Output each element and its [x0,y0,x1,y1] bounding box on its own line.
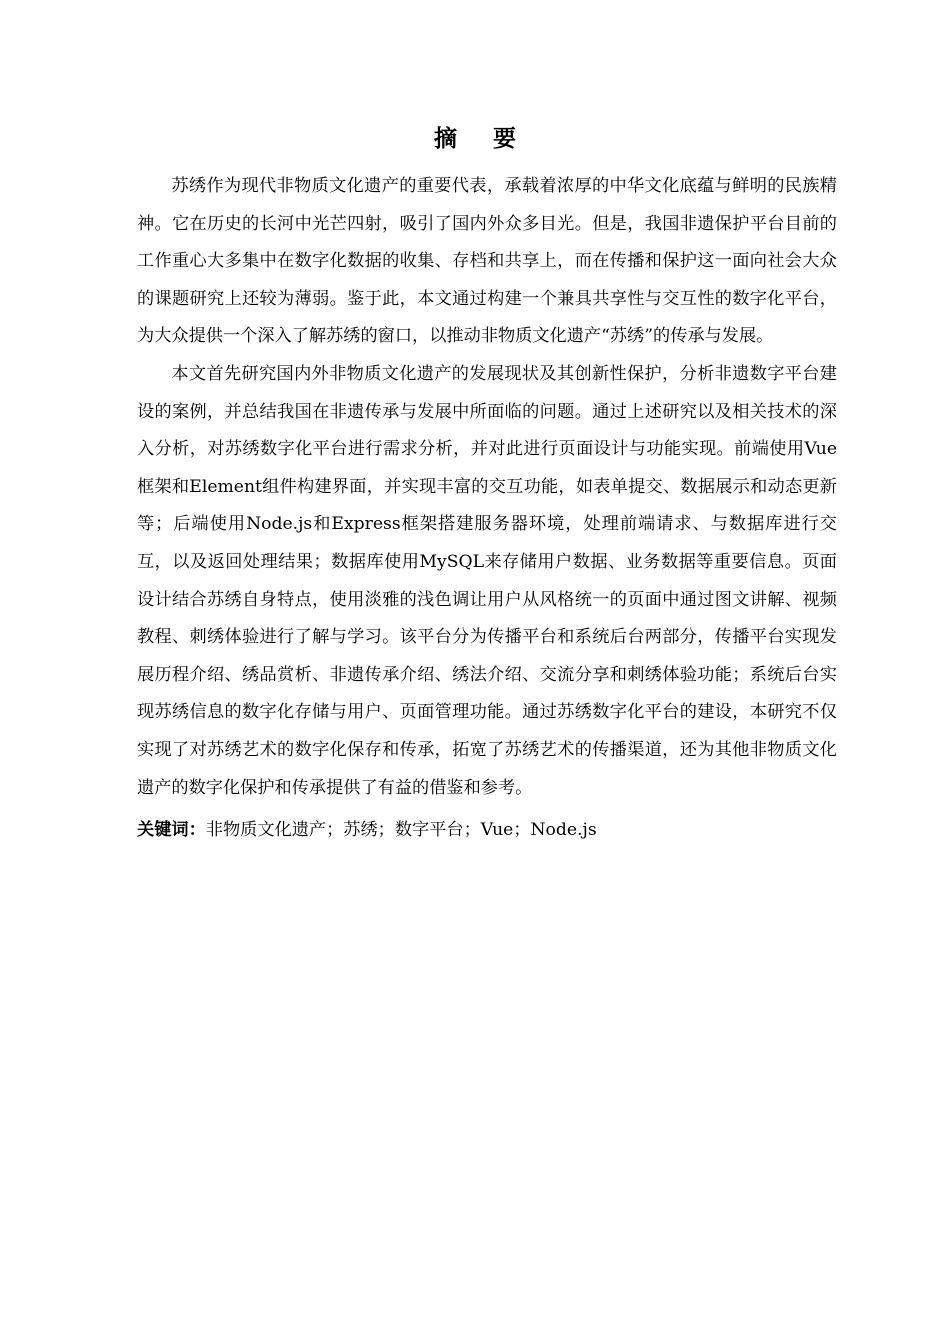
keywords-label: 关键词： [137,820,206,841]
page-title: 摘要 [434,126,552,152]
keywords-value: 非物质文化遗产；苏绣；数字平台；Vue；Node.js [205,820,597,841]
abstract-body [137,168,837,850]
keywords-line [137,812,837,850]
abstract-paragraph-1: 苏绣作为现代非物质文化遗产的重要代表，承载着浓厚的中华文化底蕴与鲜明的民族精神。它在历史的长河中光芒四射，吸引了国内外众多目光。但是，我国非遗保护平台目前的工作重心大多集中在数字化数据的收集、存档和共享上，而在传播和保护这一面向社会大众的课题研究上还较为薄弱。鉴于此，本文通过构建一个兼具共享性与交互性的数字化平台，为大众提供一个深入了解苏绣的窗口，以推动非物质文化遗产“苏绣”的传承与发展。 [137,176,837,347]
abstract-paragraph-2: 本文首先研究国内外非物质文化遗产的发展现状及其创新性保护，分析非遗数字平台建设的案例，并总结我国在非遗传承与发展中所面临的问题。通过上述研究以及相关技术的深入分析，对苏绣数字化平台进行需求分析，并对此进行页面设计与功能实现。前端使用Vue框架和Element组件构建界面，并实现丰富的交互功能，如表单提交、数据展示和动态更新等；后端使用Node.js和Express框架搭建服务器环境，处理前端请求、与数据库进行交互，以及返回处理结果；数据库使用MySQL来存储用户数据、业务数据等重要信息。页面设计结合苏绣自身特点，使用淡雅的浅色调让用户从风格统一的页面中通过图文讲解、视频教程、刺绣体验进行了解与学习。该平台分为传播平台和系统后台两部分，传播平台实现发展历程介绍、绣品赏析、非遗传承介绍、绣法介绍、交流分享和刺绣体验功能；系统后台实现苏绣信息的数字化存储与用户、页面管理功能。通过苏绣数字化平台的建设，本研究不仅实现了对苏绣艺术的数字化保存和传承，拓宽了苏绣艺术的传播渠道，还为其他非物质文化遗产的数字化保护和传承提供了有益的借鉴和参考。 [137,363,837,798]
